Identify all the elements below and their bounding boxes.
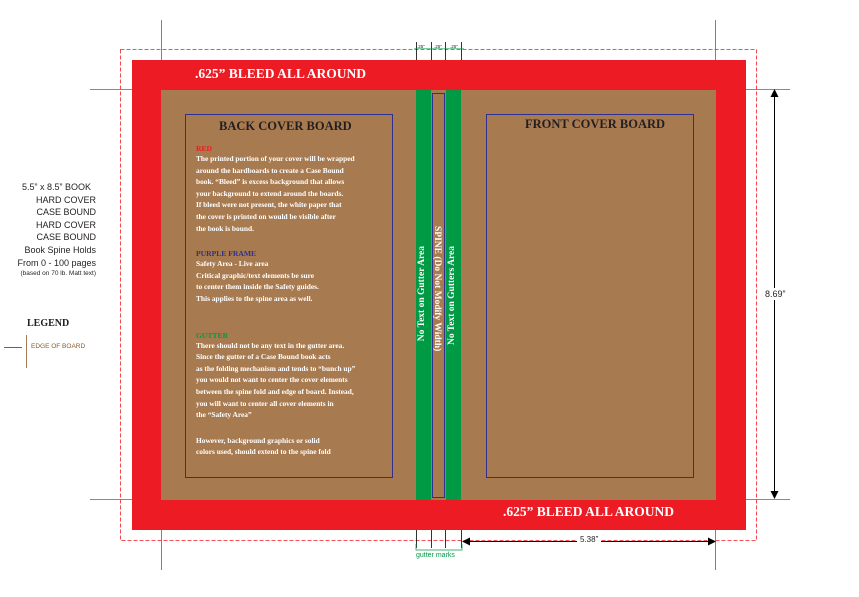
section-heading: PURPLE FRAME — [196, 249, 257, 259]
section-line: as the folding mechanism and tends to “bunch up” — [196, 363, 356, 373]
section-line: colors used, should extend to the spine fold — [196, 447, 331, 457]
width-dimension-label: 5.38” — [577, 535, 601, 544]
spec-line: Book Spine Holds — [24, 244, 96, 255]
section-line: book. “Bleed” is excess background that allows — [196, 177, 345, 187]
left-gutter-label: No Text on Gutter Area — [417, 246, 427, 342]
section-line: The printed portion of your cover will be wrapped — [196, 154, 355, 163]
spec-line: HARD COVER — [35, 219, 96, 230]
spec-line: HARD COVER — [35, 194, 96, 205]
section-line: the book is bound. — [196, 223, 254, 233]
back-cover-title: BACK COVER BOARD — [219, 119, 352, 133]
section-purple-frame — [196, 249, 388, 304]
section-line: your background to extend around the boards. — [196, 188, 344, 198]
spec-line: From 0 - 100 pages — [17, 257, 96, 268]
book-spec-block — [4, 181, 96, 279]
back-cover-instructions — [196, 144, 388, 458]
spec-line: CASE BOUND — [36, 232, 96, 243]
section-red — [196, 144, 388, 234]
spec-note: (based on 70 lb. Matt text) — [20, 270, 96, 278]
section-line: Since the gutter of a Case Bound book acts — [196, 352, 331, 362]
section-line: Safety Area - Live area — [196, 259, 269, 269]
section-line: Critical graphic/text elements be sure — [196, 270, 315, 280]
bleed-label-bottom: .625” BLEED ALL AROUND — [503, 504, 675, 519]
section-background-note — [196, 435, 388, 458]
top-mark-label: .25” — [450, 44, 458, 49]
section-line: There should not be any text in the gutter area. — [196, 340, 345, 350]
section-line: If bleed were not present, the white paper that — [196, 200, 342, 210]
spec-line: 5.5” x 8.5” BOOK — [22, 182, 92, 192]
section-line: to center them inside the Safety guides. — [196, 282, 319, 292]
section-line: around the hardboards to create a Case Bound — [196, 165, 344, 175]
front-cover-safety-frame — [486, 114, 694, 478]
section-gutter — [196, 331, 388, 421]
spec-line: CASE BOUND — [36, 207, 96, 218]
legend-title: LEGEND — [27, 318, 70, 329]
section-line: you will want to center all cover elements in — [196, 398, 334, 408]
section-line: However, background graphics or solid — [196, 435, 320, 445]
section-heading: RED — [196, 144, 213, 153]
section-line: between the spine fold and edge of board. Instead, — [196, 386, 354, 396]
section-heading: GUTTER — [196, 330, 229, 340]
spine-label: SPINE (Do Not Modify Width) — [432, 226, 442, 352]
section-line: you would not want to center the cover elements — [196, 375, 348, 385]
section-line: the “Safety Area” — [196, 410, 252, 420]
legend-edge-of-board: EDGE OF BOARD — [31, 343, 86, 350]
bleed-label-top: .625” BLEED ALL AROUND — [195, 66, 367, 81]
section-line: the cover is printed on would be visible after — [196, 211, 336, 221]
gutter-marks-label: gutter marks — [416, 552, 455, 559]
height-dimension-label: 8.69” — [765, 289, 786, 299]
right-gutter-label: No Text on Gutters Area — [447, 246, 457, 346]
top-mark-label: .25” — [417, 44, 425, 49]
front-cover-title: FRONT COVER BOARD — [525, 117, 666, 131]
top-mark-label: .25” — [434, 44, 442, 49]
section-line: This applies to the spine area as well. — [196, 293, 313, 303]
